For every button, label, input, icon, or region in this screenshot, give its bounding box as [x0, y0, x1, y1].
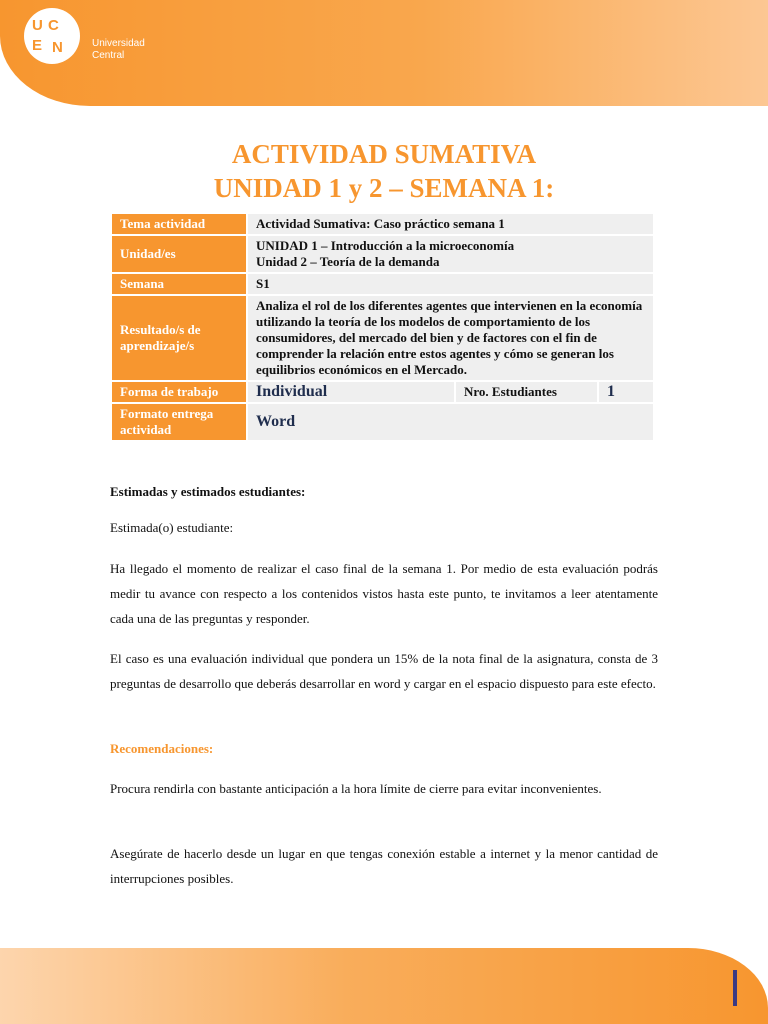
recommendations-heading: Recomendaciones: [110, 741, 214, 756]
semana-value: S1 [248, 274, 653, 294]
table-row [112, 296, 653, 380]
ucen-logo-icon [22, 6, 82, 66]
resultado-label: Resultado/s de aprendizaje/s [112, 296, 246, 380]
logo-letter-n: N [52, 39, 63, 56]
table-row [112, 382, 653, 402]
unidad-value [248, 236, 653, 272]
paragraph-1: Ha llegado el momento de realizar el caso final de la semana 1. Por medio de esta evaluación podrás medir tu avance con respecto a los contenidos vistos hasta este punto, te invitamos a leer atentamente cada una de las preguntas y responder. [110, 561, 658, 626]
logo-letter-u: U [32, 17, 43, 34]
university-name-line2: Central [92, 50, 125, 61]
unidad-value-line1: UNIDAD 1 – Introducción a la microeconomía [256, 238, 515, 253]
unidad-label: Unidad/es [112, 236, 246, 272]
forma-value: Individual [248, 382, 454, 402]
page-header [0, 0, 768, 106]
paragraph-4: Asegúrate de hacerlo desde un lugar en que tengas conexión estable a internet y la menor cantidad de interrupciones posibles. [110, 846, 658, 886]
forma-label: Forma de trabajo [112, 382, 246, 402]
table-row [112, 404, 653, 440]
salutation: Estimada(o) estudiante: [110, 520, 234, 535]
logo-letter-c: C [48, 17, 59, 34]
university-name-line1: Universidad [92, 38, 145, 49]
table-row [112, 274, 653, 294]
university-name [92, 38, 145, 62]
activity-info-table [110, 212, 655, 442]
nro-estudiantes-value: 1 [599, 382, 653, 402]
semana-label: Semana [112, 274, 246, 294]
resultado-value: Analiza el rol de los diferentes agentes que intervienen en la economía utilizando la teoría de los modelos de comportamiento de los consumidores, del mercado del bien y de factores con el fin de comprender la relación entre estos agentes y cómo se generan los equilibrios económicos en el Mercado. [248, 296, 653, 380]
logo-letter-e: E [32, 37, 43, 54]
tema-value: Actividad Sumativa: Caso práctico semana 1 [248, 214, 653, 234]
footer-accent-bar [733, 970, 737, 1006]
title-line-1: ACTIVIDAD SUMATIVA [231, 139, 537, 169]
table-row [112, 236, 653, 272]
nro-estudiantes-label: Nro. Estudiantes [456, 382, 597, 402]
unidad-value-line2: Unidad 2 – Teoría de la demanda [256, 254, 440, 269]
formato-label: Formato entrega actividad [112, 404, 246, 440]
paragraph-2: El caso es una evaluación individual que pondera un 15% de la nota final de la asignatura, consta de 3 preguntas de desarrollo que deberás desarrollar en word y cargar en el espacio dispuesto para este efecto. [110, 651, 658, 691]
table-row [112, 214, 653, 234]
formato-value: Word [248, 404, 653, 440]
greeting: Estimadas y estimados estudiantes: [110, 484, 306, 499]
title-line-2: UNIDAD 1 y 2 – SEMANA 1: [213, 173, 555, 203]
tema-label: Tema actividad [112, 214, 246, 234]
page-footer [0, 948, 768, 1024]
paragraph-3: Procura rendirla con bastante anticipación a la hora límite de cierre para evitar inconvenientes. [110, 781, 602, 796]
